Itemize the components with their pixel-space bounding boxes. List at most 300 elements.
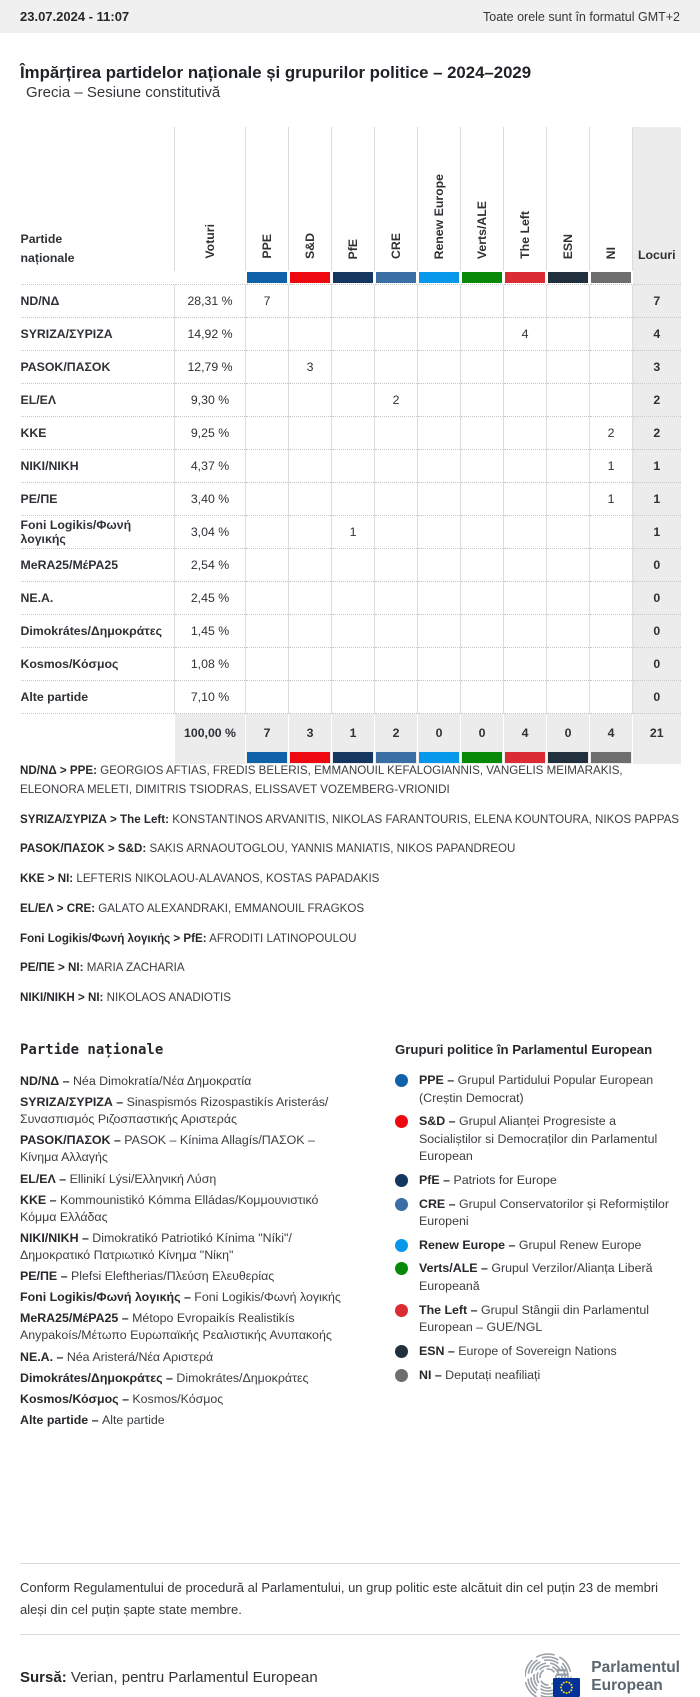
- group-legend-item: [395, 1113, 680, 1166]
- group-seats-cell: [504, 615, 547, 648]
- group-seats-cell: [289, 417, 332, 450]
- group-color-bar: [376, 272, 416, 283]
- party-legend-abbr: NIKI/ΝΙΚΗ –: [20, 1230, 93, 1245]
- source-row: [20, 1649, 680, 1697]
- group-seats-cell: [289, 450, 332, 483]
- group-seats-cell: [332, 351, 375, 384]
- total-group-seats-cell: 3: [289, 714, 332, 752]
- party-name-cell: Foni Logikis/Φωνή λογικής: [21, 516, 175, 549]
- group-color-bar: [419, 272, 459, 283]
- group-label: ESN: [560, 233, 575, 259]
- column-header-group-ESN: [547, 127, 590, 271]
- votes-cell: 9,25 %: [175, 417, 246, 450]
- group-seats-cell: [590, 582, 633, 615]
- group-seats-cell: [332, 285, 375, 318]
- group-seats-cell: [504, 285, 547, 318]
- total-seats-cell: 4: [633, 318, 681, 351]
- group-seats-cell: [547, 582, 590, 615]
- source-label: Sursă:: [20, 1668, 67, 1686]
- table-row: [21, 615, 681, 648]
- party-legend-abbr: Foni Logikis/Φωνή λογικής –: [20, 1290, 195, 1305]
- group-seats-cell: [289, 681, 332, 714]
- group-seats-cell: [547, 351, 590, 384]
- group-legend-text: S&D – Grupul Alianței Progresiste a Socialiștilor si Democraților din Parlamentul European: [419, 1114, 658, 1164]
- group-seats-cell: [375, 483, 418, 516]
- party-legend-items: [20, 1073, 350, 1429]
- group-seats-cell: [590, 549, 633, 582]
- group-color-dot: [395, 1262, 408, 1275]
- group-legend-heading: Grupuri politice în Parlamentul European: [395, 1042, 653, 1057]
- group-seats-cell: [375, 450, 418, 483]
- votes-cell: 2,54 %: [175, 549, 246, 582]
- group-seats-cell: [504, 384, 547, 417]
- group-seats-cell: [504, 516, 547, 549]
- member-list-entry: NIKI/ΝΙΚΗ > NI: NIKOLAOS ANADIOTIS: [20, 991, 231, 1005]
- party-legend-abbr: EL/ΕΛ –: [20, 1171, 70, 1186]
- group-seats-cell: [246, 615, 289, 648]
- group-seats-cell: [375, 549, 418, 582]
- votes-cell: 7,10 %: [175, 681, 246, 714]
- group-seats-cell: [289, 549, 332, 582]
- member-list-label: PE/ΠΕ > NI:: [20, 961, 84, 975]
- group-legend-item: [395, 1260, 680, 1295]
- group-seats-cell: [590, 318, 633, 351]
- group-seats-cell: [289, 648, 332, 681]
- column-header-parties: [21, 127, 175, 271]
- group-seats-cell: [289, 285, 332, 318]
- group-legend-item: [395, 1302, 680, 1337]
- group-seats-cell: [590, 615, 633, 648]
- group-color-dot: [395, 1174, 408, 1187]
- spacer-cell: [175, 271, 246, 285]
- page-title: Împărțirea partidelor naționale și grupurilor politice – 2024–2029: [20, 63, 532, 83]
- group-seats-cell: [461, 285, 504, 318]
- group-color-bar-cell: [246, 271, 289, 285]
- group-label: The Left: [517, 211, 532, 259]
- group-legend-text: NI – Deputați neafiliați: [419, 1367, 541, 1382]
- group-seats-cell: [418, 648, 461, 681]
- total-group-seats-cell: 0: [547, 714, 590, 752]
- table-row: [21, 516, 681, 549]
- group-seats-cell: [461, 516, 504, 549]
- party-legend-item: Kosmos/Κόσμος – Kosmos/Κόσμος: [20, 1391, 224, 1406]
- group-color-bar: [505, 272, 545, 283]
- group-seats-cell: [461, 582, 504, 615]
- group-color-bar-cell: [461, 271, 504, 285]
- group-seats-cell: [332, 384, 375, 417]
- group-seats-cell: [418, 285, 461, 318]
- group-seats-cell: [547, 615, 590, 648]
- member-list-entry: PE/ΠΕ > NI: MARIA ZACHARIA: [20, 961, 185, 975]
- results-table: [20, 127, 681, 764]
- votes-cell: 3,40 %: [175, 483, 246, 516]
- party-legend-heading: Partide naționale: [20, 1042, 164, 1058]
- party-name-cell: PE/ΠΕ: [21, 483, 175, 516]
- group-seats-cell: [461, 549, 504, 582]
- group-seats-cell: [246, 681, 289, 714]
- group-seats-cell: 3: [289, 351, 332, 384]
- group-legend-item: [395, 1343, 680, 1361]
- group-seats-cell: [418, 450, 461, 483]
- total-seats-cell: 21: [633, 714, 681, 752]
- party-legend-item: Foni Logikis/Φωνή λογικής – Foni Logikis/Φωνή λογικής: [20, 1290, 341, 1305]
- group-color-dot: [395, 1304, 408, 1317]
- group-seats-cell: [246, 648, 289, 681]
- group-seats-cell: [461, 384, 504, 417]
- column-header-group-Renew Europe: [418, 127, 461, 271]
- group-seats-cell: [461, 450, 504, 483]
- group-legend-abbr: PPE –: [419, 1073, 458, 1087]
- group-color-bar-cell: [289, 271, 332, 285]
- total-row: [21, 714, 681, 752]
- total-group-seats-cell: 7: [246, 714, 289, 752]
- party-name-cell: ND/ΝΔ: [21, 285, 175, 318]
- party-legend-item: MeRA25/ΜέΡΑ25 – Métopo Evropaikís Realistikís Anypakoís/Μέτωπο Ευρωπαϊκής Ρεαλιστικής Ανυπακοής: [20, 1311, 332, 1343]
- group-legend-abbr: ESN –: [419, 1343, 459, 1358]
- group-seats-cell: [246, 516, 289, 549]
- group-seats-cell: [375, 648, 418, 681]
- group-seats-cell: [547, 450, 590, 483]
- group-legend-abbr: Verts/ALE –: [419, 1261, 492, 1276]
- group-label: NI: [603, 246, 618, 259]
- party-name-cell: Dimokrátes/Δημοκράτες: [21, 615, 175, 648]
- total-seats-cell: 1: [633, 483, 681, 516]
- group-label: S&D: [302, 233, 317, 259]
- group-label: PfE: [345, 238, 360, 259]
- group-seats-cell: [547, 549, 590, 582]
- group-seats-cell: [504, 681, 547, 714]
- group-seats-cell: [246, 318, 289, 351]
- group-seats-cell: [332, 483, 375, 516]
- votes-cell: 1,08 %: [175, 648, 246, 681]
- group-seats-cell: [375, 285, 418, 318]
- group-color-dot: [395, 1198, 408, 1211]
- group-seats-cell: [547, 648, 590, 681]
- party-legend-item: NE.A. – Néa Aristerá/Νέα Αριστερά: [20, 1349, 214, 1364]
- votes-cell: 3,04 %: [175, 516, 246, 549]
- group-color-bar: [591, 272, 631, 283]
- votes-cell: 28,31 %: [175, 285, 246, 318]
- party-name-cell: MeRA25/ΜέΡΑ25: [21, 549, 175, 582]
- group-seats-cell: [375, 318, 418, 351]
- votes-cell: 14,92 %: [175, 318, 246, 351]
- party-legend-abbr: SYRIZA/ΣΥΡΙΖΑ –: [20, 1095, 127, 1110]
- group-legend-text: CRE – Grupul Conservatorilor și Reformiștilor Europeni: [419, 1196, 669, 1229]
- table-header-row: [21, 127, 681, 271]
- group-seats-cell: [418, 417, 461, 450]
- member-list-entry: PASOK/ΠΑΣΟΚ > S&D: SAKIS ARNAOUTOGLOU, YANNIS MANIATIS, NIKOS PAPANDREOU: [20, 842, 516, 856]
- table-row: [21, 318, 681, 351]
- source-text: Sursă: Verian, pentru Parlamentul European: [20, 1668, 318, 1686]
- group-seats-cell: [332, 549, 375, 582]
- footer: [20, 1563, 680, 1697]
- group-seats-cell: [246, 417, 289, 450]
- group-seats-cell: [332, 318, 375, 351]
- group-seats-cell: [332, 417, 375, 450]
- group-color-bar-cell: [375, 271, 418, 285]
- group-seats-cell: [289, 318, 332, 351]
- group-seats-cell: [590, 384, 633, 417]
- column-header-group-CRE: [375, 127, 418, 271]
- group-seats-cell: [547, 285, 590, 318]
- group-color-dot: [395, 1369, 408, 1382]
- page-subtitle: Grecia – Sesiune constitutivă: [26, 84, 221, 101]
- party-legend-item: SYRIZA/ΣΥΡΙΖΑ – Sinaspismós Rizospastikís Aristerás/Συνασπισμός Ριζοσπαστικής Αριστεράς: [20, 1095, 329, 1127]
- group-label: PPE: [259, 234, 274, 259]
- group-legend-text: The Left – Grupul Stângii din Parlamentul European – GUE/NGL: [419, 1302, 650, 1335]
- group-seats-cell: 7: [246, 285, 289, 318]
- group-seats-cell: [418, 681, 461, 714]
- group-seats-cell: [547, 483, 590, 516]
- table-row: [21, 549, 681, 582]
- group-legend-items: [395, 1072, 680, 1384]
- column-header-seats: Locuri: [633, 127, 681, 271]
- group-seats-cell: [461, 318, 504, 351]
- column-header-votes-label: Voturi: [202, 224, 217, 259]
- group-legend-item: [395, 1072, 680, 1107]
- column-header-group-Verts/ALE: [461, 127, 504, 271]
- group-seats-cell: 1: [590, 483, 633, 516]
- group-seats-cell: [590, 681, 633, 714]
- group-seats-cell: 2: [375, 384, 418, 417]
- group-color-dot: [395, 1115, 408, 1128]
- member-list-label: KKE > NI:: [20, 872, 74, 886]
- group-seats-cell: [332, 648, 375, 681]
- table-row: [21, 285, 681, 318]
- group-seats-cell: [332, 681, 375, 714]
- group-seats-cell: [461, 417, 504, 450]
- top-bar: [0, 0, 700, 33]
- group-seats-cell: [289, 615, 332, 648]
- group-legend-text: Verts/ALE – Grupul Verzilor/Alianța Liberă Europeană: [419, 1261, 653, 1294]
- group-seats-cell: 4: [504, 318, 547, 351]
- member-list-label: PASOK/ΠΑΣΟΚ > S&D:: [20, 842, 147, 856]
- group-seats-cell: [590, 516, 633, 549]
- group-legend-text: ESN – Europe of Sovereign Nations: [419, 1343, 617, 1358]
- total-seats-cell: 1: [633, 450, 681, 483]
- column-header-group-PPE: [246, 127, 289, 271]
- group-seats-cell: [418, 483, 461, 516]
- group-color-bar: [247, 272, 287, 283]
- member-list-label: ND/ΝΔ > PPE:: [20, 764, 97, 777]
- party-name-cell: NIKI/ΝΙΚΗ: [21, 450, 175, 483]
- total-votes-cell: 100,00 %: [175, 714, 246, 752]
- group-seats-cell: [246, 450, 289, 483]
- group-legend-item: [395, 1196, 680, 1231]
- hemicycle-logo-icon: [525, 1649, 583, 1697]
- group-color-dot: [395, 1074, 408, 1087]
- group-color-bar-cell: [547, 271, 590, 285]
- member-list-entry: ND/ΝΔ > PPE: GEORGIOS AFTIAS, FREDIS BELERIS, EMMANOUIL KEFALOGIANNIS, VANGELIS MEIMARAKIS, ELEONORA MELETI, DIMITRIS TSIODRAS, ELISSAVET VOZEMBERG-VRIONIDI: [20, 764, 623, 796]
- spacer-cell: [633, 271, 681, 285]
- group-seats-cell: [418, 549, 461, 582]
- group-color-dot: [395, 1345, 408, 1358]
- group-seats-cell: [504, 648, 547, 681]
- party-legend-abbr: ND/ΝΔ –: [20, 1074, 73, 1088]
- member-list-entry: KKE > NI: LEFTERIS NIKOLAOU-ALAVANOS, KOSTAS PAPADAKIS: [20, 872, 380, 886]
- group-seats-cell: [504, 417, 547, 450]
- group-seats-cell: [332, 615, 375, 648]
- european-parliament-logo: [525, 1649, 680, 1697]
- votes-cell: 9,30 %: [175, 384, 246, 417]
- table-row: [21, 648, 681, 681]
- member-list-label: Foni Logikis/Φωνή λογικής > PfE:: [20, 931, 207, 945]
- group-seats-cell: [504, 582, 547, 615]
- table-row: [21, 417, 681, 450]
- group-seats-cell: [289, 582, 332, 615]
- group-seats-cell: [461, 615, 504, 648]
- party-legend-abbr: Dimokrátes/Δημοκράτες –: [20, 1370, 177, 1385]
- group-seats-cell: [461, 483, 504, 516]
- group-label: CRE: [388, 233, 403, 259]
- group-color-bar-cell: [418, 271, 461, 285]
- member-list-entry: SYRIZA/ΣΥΡΙΖΑ > The Left: KONSTANTINOS ARVANITIS, NIKOLAS FARANTOURIS, ELENA KOUNTOURA, NIKOS PAPPAS: [20, 812, 680, 826]
- column-header-group-S&D: [289, 127, 332, 271]
- table-row: [21, 450, 681, 483]
- group-legend-abbr: The Left –: [419, 1302, 481, 1317]
- member-list-label: SYRIZA/ΣΥΡΙΖΑ > The Left:: [20, 812, 169, 826]
- group-seats-cell: [332, 582, 375, 615]
- party-legend-abbr: KKE –: [20, 1192, 60, 1207]
- group-label: Renew Europe: [431, 173, 446, 259]
- group-seats-cell: [246, 351, 289, 384]
- party-legend: [20, 1042, 350, 1433]
- total-group-seats-cell: 4: [590, 714, 633, 752]
- group-legend-item: [395, 1237, 680, 1255]
- table-row: [21, 351, 681, 384]
- group-seats-cell: [418, 384, 461, 417]
- party-legend-abbr: Alte partide –: [20, 1412, 102, 1427]
- total-seats-cell: 0: [633, 681, 681, 714]
- total-seats-cell: 0: [633, 582, 681, 615]
- votes-cell: 1,45 %: [175, 615, 246, 648]
- group-seats-cell: [375, 681, 418, 714]
- party-name-cell: PASOK/ΠΑΣΟΚ: [21, 351, 175, 384]
- party-name-cell: SYRIZA/ΣΥΡΙΖΑ: [21, 318, 175, 351]
- group-seats-cell: [246, 549, 289, 582]
- total-seats-cell: 7: [633, 285, 681, 318]
- member-list-entry: EL/ΕΛ > CRE: GALATO ALEXANDRAKI, EMMANOUIL FRAGKOS: [20, 901, 365, 915]
- party-legend-item: KKE – Kommounistikó Kómma Elládas/Κομμουνιστικό Κόμμα Ελλάδας: [20, 1192, 319, 1224]
- party-name-cell: KKE: [21, 417, 175, 450]
- group-seats-cell: [418, 351, 461, 384]
- total-seats-cell: 0: [633, 615, 681, 648]
- spacer-cell: [21, 271, 175, 285]
- group-color-bar: [290, 272, 330, 283]
- group-legend-abbr: Renew Europe –: [419, 1237, 519, 1252]
- group-seats-cell: [418, 615, 461, 648]
- group-color-bar: [333, 272, 373, 283]
- group-seats-cell: [289, 483, 332, 516]
- total-seats-cell: 2: [633, 417, 681, 450]
- group-legend: [395, 1042, 680, 1390]
- group-color-dot: [395, 1239, 408, 1252]
- total-seats-cell: 0: [633, 648, 681, 681]
- party-name-cell: Kosmos/Κόσμος: [21, 648, 175, 681]
- group-legend-abbr: S&D –: [419, 1114, 459, 1129]
- group-seats-cell: [547, 681, 590, 714]
- group-legend-abbr: NI –: [419, 1367, 446, 1382]
- group-legend-text: Renew Europe – Grupul Renew Europe: [419, 1237, 642, 1252]
- group-color-bar: [548, 272, 588, 283]
- group-seats-cell: [547, 384, 590, 417]
- column-header-group-NI: [590, 127, 633, 271]
- group-color-bar-cell: [590, 271, 633, 285]
- group-seats-cell: [504, 549, 547, 582]
- party-name-cell: NE.A.: [21, 582, 175, 615]
- group-color-bar-cell: [504, 271, 547, 285]
- group-seats-cell: [418, 582, 461, 615]
- group-legend-text: PfE – Patriots for Europe: [419, 1173, 557, 1188]
- group-seats-cell: [461, 681, 504, 714]
- table-row: [21, 483, 681, 516]
- group-legend-text: PPE – Grupul Partidului Popular European (Creștin Democrat): [419, 1073, 654, 1105]
- party-legend-item: EL/ΕΛ – Ellinikí Lýsi/Ελληνική Λύση: [20, 1171, 217, 1186]
- spacer-cell: [21, 714, 175, 752]
- table-row: [21, 582, 681, 615]
- group-seats-cell: [590, 351, 633, 384]
- group-seats-cell: [547, 318, 590, 351]
- total-group-seats-cell: 0: [461, 714, 504, 752]
- group-seats-cell: 1: [332, 516, 375, 549]
- member-lists: [20, 762, 680, 1019]
- datetime-label: 23.07.2024 - 11:07: [20, 9, 130, 24]
- divider: [20, 1563, 680, 1564]
- party-legend-item: PASOK/ΠΑΣΟΚ – PASOK – Kínima Allagís/ΠΑΣΟΚ – Κίνημα Αλλαγής: [20, 1133, 315, 1165]
- group-seats-cell: 1: [590, 450, 633, 483]
- group-seats-cell: [504, 450, 547, 483]
- group-seats-cell: [375, 582, 418, 615]
- group-seats-cell: [418, 318, 461, 351]
- total-group-seats-cell: 4: [504, 714, 547, 752]
- party-legend-item: Alte partide – Alte partide: [20, 1412, 165, 1427]
- group-seats-cell: [504, 351, 547, 384]
- party-legend-abbr: Kosmos/Κόσμος –: [20, 1391, 133, 1406]
- party-legend-item: NIKI/ΝΙΚΗ – Dimokratikó Patriotikó Kínima "Níki"/Δημοκρατικό Πατριωτικό Κίνημα "Νίκη": [20, 1230, 292, 1262]
- group-seats-cell: [246, 384, 289, 417]
- total-group-seats-cell: 0: [418, 714, 461, 752]
- timezone-note: Toate orele sunt în formatul GMT+2: [483, 9, 680, 24]
- total-seats-cell: 2: [633, 384, 681, 417]
- group-legend-abbr: CRE –: [419, 1196, 459, 1211]
- group-seats-cell: [332, 450, 375, 483]
- group-seats-cell: [547, 516, 590, 549]
- votes-cell: 12,79 %: [175, 351, 246, 384]
- votes-cell: 4,37 %: [175, 450, 246, 483]
- table-row: [21, 681, 681, 714]
- group-seats-cell: [418, 516, 461, 549]
- group-seats-cell: [375, 516, 418, 549]
- group-seats-cell: [375, 351, 418, 384]
- column-header-parties-label: Partide naționale: [20, 231, 75, 266]
- party-legend-abbr: MeRA25/ΜέΡΑ25 –: [20, 1311, 133, 1326]
- member-list-label: EL/ΕΛ > CRE:: [20, 901, 96, 915]
- group-label: Verts/ALE: [474, 200, 489, 259]
- party-legend-abbr: PE/ΠΕ –: [20, 1269, 71, 1284]
- votes-cell: 2,45 %: [175, 582, 246, 615]
- column-header-votes: [175, 127, 246, 271]
- table-row: [21, 384, 681, 417]
- total-group-seats-cell: 1: [332, 714, 375, 752]
- party-legend-abbr: NE.A. –: [20, 1349, 67, 1364]
- divider: [20, 1634, 680, 1635]
- group-color-bar-cell: [332, 271, 375, 285]
- group-seats-cell: [461, 351, 504, 384]
- group-legend-item: [395, 1172, 680, 1190]
- party-legend-item: ND/ΝΔ – Néa Dimokratía/Νέα Δημοκρατία: [20, 1074, 252, 1088]
- group-color-bar-row: [21, 271, 681, 285]
- results-table-wrapper: [20, 127, 681, 764]
